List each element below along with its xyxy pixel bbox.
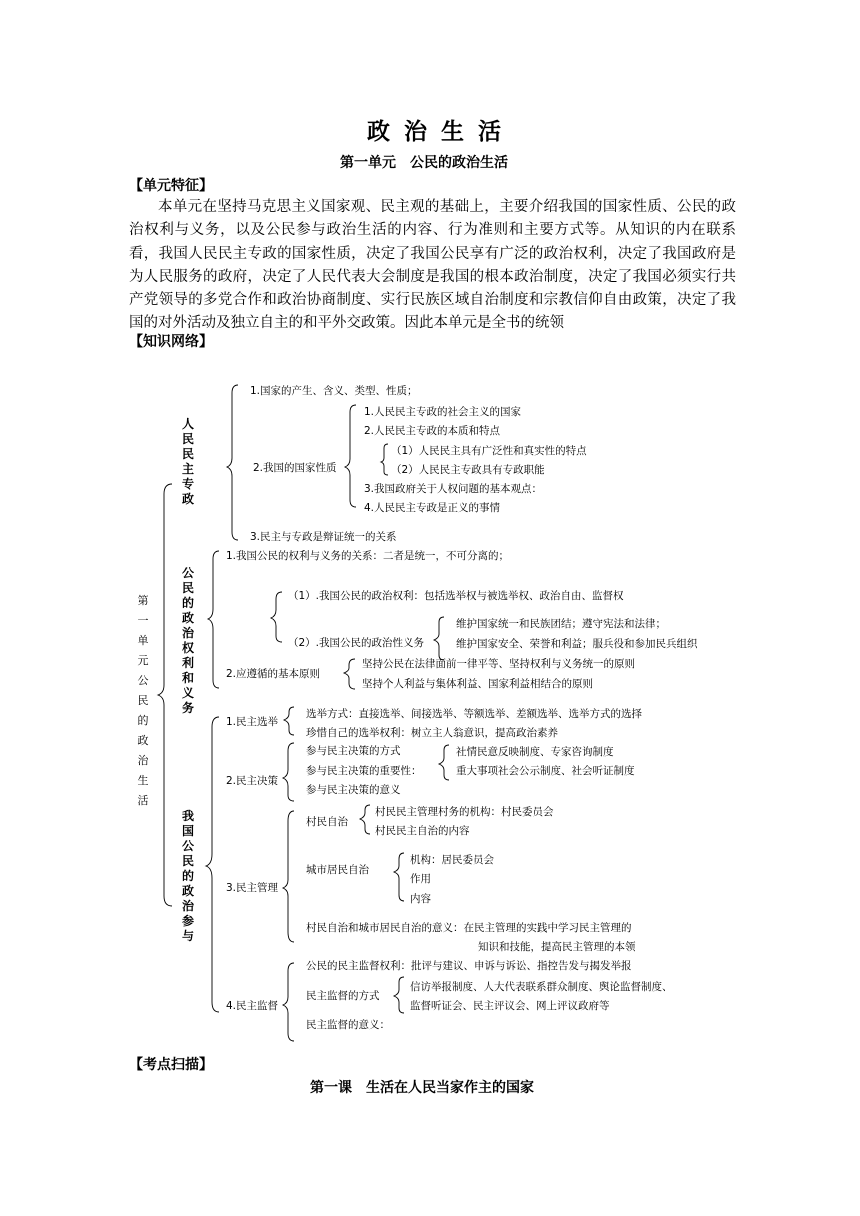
branch-label-rights: 公民的政治权利和义务 (181, 566, 194, 715)
b3-supervision: 4.民主监督 (226, 1000, 279, 1012)
b1-item-3: 3.民主与专政是辩证统一的关系 (250, 531, 397, 543)
branch-label-dictatorship: 人民民主专政 (181, 417, 194, 506)
b3-village: 村民自治 (306, 816, 348, 828)
brace-management (283, 811, 294, 942)
root-brace (158, 484, 172, 906)
unit-subtitle: 第一单元 公民的政治生活 (340, 155, 508, 171)
b1-item-1: 1.国家的产生、含义、类型、性质； (250, 385, 418, 397)
b3-election-method: 选举方式：直接选举、间接选举、等额选举、差额选举、选举方式的选择 (306, 708, 642, 720)
features-text: 本单元在坚持马克思主义国家观、民主观的基础上，主要介绍我国的国家性质、公民的政治权利与义务，以及公民参与政治生活的内容、行为准则和主要方式等。从知识的内在联系看，我国人民民主专政的国家性质，决定了我国公民享有广泛的政治权利，决定了我国政府是为人民服务的政府，决定了人民代表大会制度是我国的根本政治制度，决定了我国必须实行共产党领导的多党合作和政治协商制度、实行民族区域自治制度和宗教信仰自由政策，决定了我国的对外活动及独立自主的和平外交政策。因此本单元是全书的统领 (129, 199, 736, 332)
b3-village-content: 村民民主自治的内容 (375, 825, 470, 837)
b3-urban: 城市居民自治 (306, 864, 369, 876)
brace-b2 (208, 551, 219, 688)
b3-decision-way: 参与民主决策的方式 (306, 745, 401, 757)
b1-sub-4: 4.人民民主专政是正义的事情 (364, 502, 501, 514)
b3-autonomy-significance-2: 知识和技能，提高民主管理的本领 (478, 941, 636, 953)
b3-urban-content: 内容 (410, 893, 431, 905)
brace-village (360, 805, 370, 834)
b2-item-1: 1.我国公民的权利与义务的关系：二者是统一，不可分离的； (226, 550, 510, 562)
brace-supervision-ways (394, 977, 404, 1013)
b3-decision-way-a: 社情民意反映制度、专家咨询制度 (456, 746, 614, 758)
network-root: 第一单元公民的政治生活 (137, 594, 149, 807)
b3-management: 3.民主管理 (226, 882, 279, 894)
brace-decision-ways (439, 745, 449, 780)
branch-label-participation: 我国公民的政治参与 (181, 809, 194, 943)
b3-village-organ: 村民民主管理村务的机构：村民委员会 (375, 806, 554, 818)
brace-decision (283, 743, 294, 801)
brace-election (284, 707, 294, 735)
b3-election-cherish: 珍惜自己的选举权利：树立主人翁意识，提高政治素养 (306, 727, 558, 739)
brace-b3 (206, 717, 219, 1012)
b3-decision-meaning: 参与民主决策的意义 (306, 784, 401, 796)
b3-urban-role: 作用 (410, 873, 431, 885)
b1-sub-1: 1.人民民主专政的社会主义的国家 (364, 406, 522, 418)
brace-b1 (227, 385, 238, 540)
b3-decision-way-b: 重大事项社会公示制度、社会听证制度 (456, 765, 635, 777)
b1-item-2: 2.我国的国家性质 (253, 462, 337, 474)
section-heading-scan: 【考点扫描】 (129, 1057, 213, 1073)
b3-supervision-right: 公民的民主监督权利：批评与建议、申诉与诉讼、指控告发与揭发举报 (306, 960, 632, 972)
b2-duties-b: 维护国家安全、荣誉和利益；服兵役和参加民兵组织 (456, 638, 698, 650)
brace-b2-rights (271, 592, 282, 642)
b3-supervision-system-a: 信访举报制度、人大代表联系群众制度、舆论监督制度、 (410, 981, 673, 993)
b3-supervision-system-b: 监督听证会、民主评议会、网上评议政府等 (410, 1000, 610, 1012)
b1-sub-2b: （2）人民民主专政具有专政职能 (391, 464, 545, 476)
b3-election: 1.民主选举 (226, 716, 279, 728)
b2-principle-2: 坚持个人利益与集体利益、国家利益相结合的原则 (362, 678, 593, 690)
brace-b2-principles (344, 659, 355, 689)
b3-autonomy-significance: 村民自治和城市居民自治的意义：在民主管理的实践中学习民主管理的 (306, 922, 632, 934)
brace-b2-duties (434, 617, 444, 660)
b1-sub-2: 2.人民民主专政的本质和特点 (364, 425, 501, 437)
b2-item-2: 2.应遵循的基本原则 (226, 668, 321, 680)
b3-decision: 2.民主决策 (226, 775, 279, 787)
lesson-title: 第一课 生活在人民当家作主的国家 (310, 1080, 534, 1096)
b3-decision-importance: 参与民主决策的重要性： (306, 765, 422, 777)
b3-supervision-way: 民主监督的方式 (306, 990, 380, 1002)
brace-supervision (283, 963, 294, 1041)
b2-rights: （1）.我国公民的政治权利：包括选举权与被选举权、政治自由、监督权 (288, 590, 624, 602)
b1-sub-3: 3.我国政府关于人权问题的基本观点： (364, 483, 543, 495)
b2-duties: （2）.我国公民的政治性义务 (288, 637, 425, 649)
section-heading-features: 【单元特征】 (129, 178, 213, 194)
b1-sub-2a: （1）人民民主具有广泛性和真实性的特点 (391, 445, 587, 457)
brace-urban (394, 853, 404, 901)
page-title: 政治生活 (367, 119, 515, 145)
brace-b1-nature (345, 405, 356, 507)
brace-b1-features (381, 444, 388, 475)
b3-urban-organ: 机构：居民委员会 (410, 854, 494, 866)
section-heading-network: 【知识网络】 (129, 334, 213, 350)
b2-principle-1: 坚持公民在法律面前一律平等、坚持权利与义务统一的原则 (362, 658, 635, 670)
b2-duties-a: 维护国家统一和民族团结；遵守宪法和法律； (456, 618, 666, 630)
b3-supervision-meaning: 民主监督的意义： (306, 1019, 390, 1031)
